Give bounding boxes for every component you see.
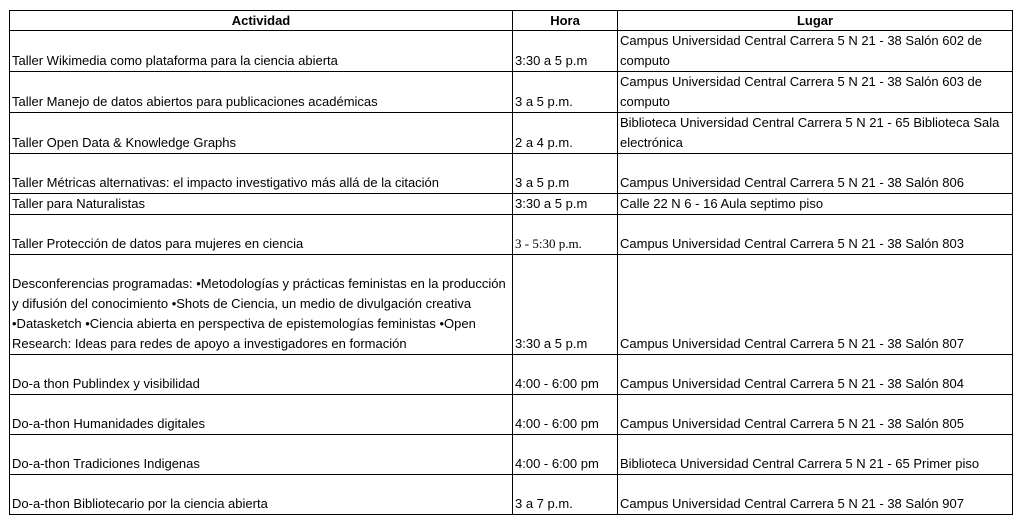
hora-cell: 3:30 a 5 p.m bbox=[513, 31, 618, 72]
table-row bbox=[10, 255, 1013, 355]
lugar-cell: Campus Universidad Central Carrera 5 N 21 - 38 Salón 907 bbox=[618, 475, 1013, 515]
lugar-cell: Campus Universidad Central Carrera 5 N 21 - 38 Salón 806 bbox=[618, 154, 1013, 194]
hora-cell: 4:00 - 6:00 pm bbox=[513, 395, 618, 435]
header-lugar: Lugar bbox=[618, 11, 1013, 31]
table-row bbox=[10, 435, 1013, 475]
schedule-sheet bbox=[9, 10, 1013, 515]
actividad-cell: Taller Métricas alternativas: el impacto investigativo más allá de la citación bbox=[10, 154, 513, 194]
hora-cell: 2 a 4 p.m. bbox=[513, 113, 618, 154]
actividad-cell: Do-a-thon Humanidades digitales bbox=[10, 395, 513, 435]
header-actividad: Actividad bbox=[10, 11, 513, 31]
hora-cell: 3 - 5:30 p.m. bbox=[513, 215, 618, 255]
actividad-cell: Do-a thon Publindex y visibilidad bbox=[10, 355, 513, 395]
table-row bbox=[10, 72, 1013, 113]
hora-cell: 4:00 - 6:00 pm bbox=[513, 355, 618, 395]
actividad-cell: Taller Manejo de datos abiertos para publicaciones académicas bbox=[10, 72, 513, 113]
table-row bbox=[10, 154, 1013, 194]
lugar-cell: Biblioteca Universidad Central Carrera 5 N 21 - 65 Primer piso bbox=[618, 435, 1013, 475]
table-row bbox=[10, 31, 1013, 72]
hora-cell: 3:30 a 5 p.m bbox=[513, 255, 618, 355]
header-hora: Hora bbox=[513, 11, 618, 31]
lugar-cell: Campus Universidad Central Carrera 5 N 21 - 38 Salón 804 bbox=[618, 355, 1013, 395]
table-row bbox=[10, 194, 1013, 215]
actividad-cell: Taller Open Data & Knowledge Graphs bbox=[10, 113, 513, 154]
lugar-cell: Campus Universidad Central Carrera 5 N 21 - 38 Salón 603 de computo bbox=[618, 72, 1013, 113]
hora-cell: 4:00 - 6:00 pm bbox=[513, 435, 618, 475]
table-row bbox=[10, 215, 1013, 255]
schedule-table bbox=[9, 10, 1013, 515]
table-row bbox=[10, 395, 1013, 435]
actividad-cell: Taller Protección de datos para mujeres en ciencia bbox=[10, 215, 513, 255]
lugar-cell: Biblioteca Universidad Central Carrera 5 N 21 - 65 Biblioteca Sala electrónica bbox=[618, 113, 1013, 154]
table-row bbox=[10, 113, 1013, 154]
table-row bbox=[10, 475, 1013, 515]
actividad-cell: Taller para Naturalistas bbox=[10, 194, 513, 215]
hora-cell: 3 a 7 p.m. bbox=[513, 475, 618, 515]
actividad-cell: Desconferencias programadas: •Metodologías y prácticas feministas en la producción y difusión del conocimiento •Shots de Ciencia, un medio de divulgación creativa •Datasketch •Ciencia abierta en perspectiva de epistemologías feministas •Open Research: Ideas para redes de apoyo a investigadores en formación bbox=[10, 255, 513, 355]
lugar-cell: Calle 22 N 6 - 16 Aula septimo piso bbox=[618, 194, 1013, 215]
lugar-cell: Campus Universidad Central Carrera 5 N 21 - 38 Salón 803 bbox=[618, 215, 1013, 255]
hora-cell: 3 a 5 p.m bbox=[513, 154, 618, 194]
lugar-cell: Campus Universidad Central Carrera 5 N 21 - 38 Salón 602 de computo bbox=[618, 31, 1013, 72]
hora-cell: 3:30 a 5 p.m bbox=[513, 194, 618, 215]
table-row bbox=[10, 355, 1013, 395]
actividad-cell: Taller Wikimedia como plataforma para la ciencia abierta bbox=[10, 31, 513, 72]
hora-cell: 3 a 5 p.m. bbox=[513, 72, 618, 113]
actividad-cell: Do-a-thon Tradiciones Indigenas bbox=[10, 435, 513, 475]
lugar-cell: Campus Universidad Central Carrera 5 N 21 - 38 Salón 807 bbox=[618, 255, 1013, 355]
lugar-cell: Campus Universidad Central Carrera 5 N 21 - 38 Salón 805 bbox=[618, 395, 1013, 435]
header-row bbox=[10, 11, 1013, 31]
actividad-cell: Do-a-thon Bibliotecario por la ciencia abierta bbox=[10, 475, 513, 515]
